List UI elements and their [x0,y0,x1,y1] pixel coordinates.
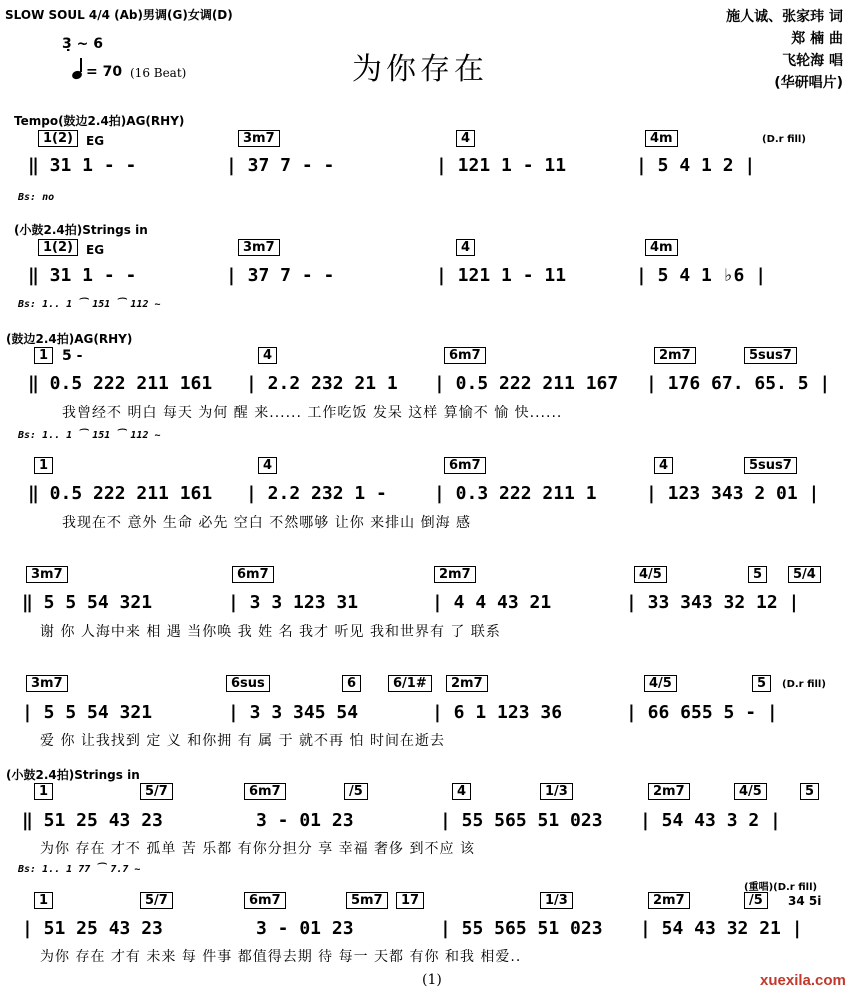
measure: | 2.2 232 1 - [246,483,387,504]
chord-box: 2m7 [446,675,488,692]
chord-box: 2m7 [648,783,690,800]
chord-box: 4/5 [644,675,677,692]
record-label: (华研唱片) [774,75,843,91]
chord-box: 4 [258,347,277,364]
chord-box: 5sus7 [744,347,797,364]
measure: | 2.2 232 21 1 [246,373,398,394]
chord-box: 5/7 [140,892,173,909]
chord-box: 1 [34,892,53,909]
chord-box: 3m7 [26,566,68,583]
measure: ‖ 31 1 - - [28,155,137,176]
measure: 3 - 01 23 [256,918,354,939]
chord-box: 6m7 [444,347,486,364]
measure: | 4 4 43 21 [432,592,552,613]
measure: | 3 3 123 31 [228,592,359,613]
chord-box: 4 [456,239,475,256]
measure: ‖ 0.5 222 211 161 [28,483,213,504]
song-title: 为你存在 [352,52,488,87]
page-number: (1) [422,972,442,988]
range-label: 3̣ ~ 6 [62,36,103,52]
measure: | 5 4 1 ♭6 | [636,265,767,286]
measure: | 123 343 2 01 | [646,483,820,504]
measure: | 0.3 222 211 1 [434,483,597,504]
chord-box: 5m7 [346,892,388,909]
extra-marking: EG [86,134,105,148]
measure: ‖ 5 5 54 321 [22,592,153,613]
bass-line: Bs: 1.. 1 77 ⁀ 7.7 ~ [18,864,141,875]
singer: 飞轮海 唱 [782,53,843,69]
tempo-beat: (16 Beat) [130,66,187,80]
composer: 郑 楠 曲 [791,31,843,47]
chord-box: 1 [34,783,53,800]
chord-box: 5/4 [788,566,821,583]
measure: ‖ 31 1 - - [28,265,137,286]
chord-box: 1(2) [38,130,78,147]
style-line: SLOW SOUL 4/4 (Ab)男调(G)女调(D) [5,8,233,22]
tempo-value: = 70 [86,64,123,80]
measure: | 66 655 5 - | [626,702,778,723]
measure: | 54 43 3 2 | [640,810,781,831]
watermark: xuexila.com [760,972,846,989]
note-stem-icon [80,58,82,72]
extra-marking: EG [86,243,105,257]
tempo-marking: (小鼓2.4拍)Strings in [14,223,148,237]
measure: | 33 343 32 12 | [626,592,800,613]
bass-line: Bs: 1.. 1 ⁀ 151 ⁀ 112 ~ [18,299,161,310]
chord-box: 2m7 [648,892,690,909]
chord-box: 3m7 [238,239,280,256]
fill-marking: (D.r fill) [762,134,806,145]
measure: | 5 5 54 321 [22,702,153,723]
chord-box: 1/3 [540,892,573,909]
chord-box: 5/7 [140,783,173,800]
chord-box: 3m7 [26,675,68,692]
chord-box: 6sus [226,675,270,692]
chord-box: 5 [752,675,771,692]
extra-notes: 34 5i [788,894,822,908]
bass-line: Bs: 1.. 1 ⁀ 151 ⁀ 112 ~ [18,430,161,441]
lyricist: 施人诚、张家玮 词 [726,9,843,25]
tempo-marking: (小鼓2.4拍)Strings in [6,768,140,782]
lyrics-line: 爱 你 让我找到 定 义 和你拥 有 属 于 就不再 怕 时间在逝去 [40,733,445,749]
chord-box: 6/1# [388,675,432,692]
measure: | 176 67. 65. 5 | [646,373,831,394]
chord-box: 4 [456,130,475,147]
chord-box: 6m7 [444,457,486,474]
measure: 3 - 01 23 [256,810,354,831]
chord-box: 5sus7 [744,457,797,474]
bass-line: Bs: no [18,192,55,203]
chord-box: 6m7 [244,783,286,800]
chord-box: 1(2) [38,239,78,256]
chord-box: 5 [748,566,767,583]
lyrics-line: 谢 你 人海中来 相 遇 当你唤 我 姓 名 我才 听见 我和世界有 了 联系 [40,624,501,640]
chord-box: 17 [396,892,424,909]
chord-box: 6 [342,675,361,692]
measure: ‖ 51 25 43 23 [22,810,163,831]
chord-box: 4/5 [634,566,667,583]
tempo-marking: Tempo(鼓边2.4拍)AG(RHY) [14,114,185,128]
measure: | 3 3 345 54 [228,702,359,723]
chord-box: 4m [645,239,678,256]
measure: | 51 25 43 23 [22,918,163,939]
chord-box: 4m [645,130,678,147]
measure: | 0.5 222 211 167 [434,373,619,394]
chord-box: 2m7 [654,347,696,364]
chord-box: 4 [258,457,277,474]
measure: | 6 1 123 36 [432,702,563,723]
measure: | 55 565 51 023 [440,918,603,939]
measure: | 55 565 51 023 [440,810,603,831]
measure: | 37 7 - - [226,155,335,176]
measure: | 54 43 32 21 | [640,918,803,939]
tempo-marking: (鼓边2.4拍)AG(RHY) [6,332,133,346]
lyrics-line: 为你 存在 才不 孤单 苦 乐都 有你分担分 享 幸福 奢侈 到不应 该 [40,841,475,857]
chord-box: /5 [344,783,368,800]
chord-box: 1 [34,457,53,474]
chord-box: 4/5 [734,783,767,800]
measure: ‖ 0.5 222 211 161 [28,373,213,394]
chord-box: 5 [800,783,819,800]
chord-box: 1 [34,347,53,364]
chord-box: 6m7 [232,566,274,583]
measure: | 121 1 - 11 [436,155,567,176]
chord-box: 4 [654,457,673,474]
chord-box: 4 [452,783,471,800]
chord-box: /5 [744,892,768,909]
chord-box: 6m7 [244,892,286,909]
chord-box: 1/3 [540,783,573,800]
measure: | 37 7 - - [226,265,335,286]
lyrics-line: 我现在不 意外 生命 必先 空白 不然哪够 让你 来排山 倒海 感 [62,515,472,531]
measure: | 121 1 - 11 [436,265,567,286]
lyrics-line: 为你 存在 才有 未来 每 件事 都值得去期 待 每一 天都 有你 和我 相爱.. [40,949,522,965]
fill-marking: (D.r fill) [782,679,826,690]
chord-box: 2m7 [434,566,476,583]
chord-box: 3m7 [238,130,280,147]
lyrics-line: 我曾经不 明白 每天 为何 醒 来...... 工作吃饭 发呆 这样 算愉不 愉 快...... [62,405,563,421]
measure: | 5 4 1 2 | [636,155,756,176]
extra-marking: 5 - [62,348,83,364]
extra-marking: (重唱)(D.r fill) [744,882,818,893]
